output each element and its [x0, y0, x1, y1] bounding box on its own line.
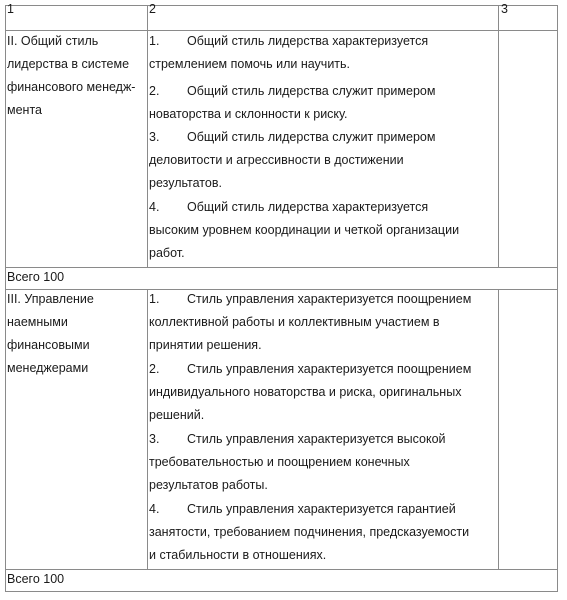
table-border-bottom: [5, 591, 558, 592]
leadership-style-table: [5, 2, 558, 592]
col2-divider: [498, 5, 499, 268]
item-text: Стиль управления характеризуется высокой: [187, 432, 446, 446]
header-cell-3: 3: [501, 2, 508, 16]
item-text: Стиль управления характеризуется поощрением: [187, 292, 472, 306]
item-number: 2.: [149, 362, 160, 376]
section3-item-4: [149, 498, 456, 521]
col1-divider: [147, 289, 148, 570]
item-number: 3.: [149, 130, 160, 144]
item-text: требовательностью и поощрением конечных: [149, 455, 410, 469]
col2-divider: [498, 289, 499, 570]
section3-title-line: III. Управление: [7, 292, 94, 306]
section2-item-1: [149, 30, 428, 53]
item-text: работ.: [149, 246, 185, 260]
item-text: высоким уровнем координации и четкой организации: [149, 223, 460, 237]
item-text: результатов работы.: [149, 478, 268, 492]
section3-item-1: [149, 288, 471, 311]
item-text: Общий стиль лидерства служит примером: [187, 130, 436, 144]
item-number: 3.: [149, 432, 160, 446]
item-text: принятии решения.: [149, 338, 262, 352]
section2-title-line: финансового менедж-: [7, 80, 136, 94]
table-border-right: [557, 5, 558, 592]
item-text: новаторства и склонности к риску.: [149, 107, 348, 121]
item-text: и стабильности в отношениях.: [149, 548, 327, 562]
section3-item-3: [149, 428, 446, 451]
col1-divider: [147, 5, 148, 268]
item-text: результатов.: [149, 176, 222, 190]
item-number: 4.: [149, 502, 160, 516]
section2-title-line: мента: [7, 103, 42, 117]
section3-item-2: [149, 358, 471, 381]
item-text: стремлением помочь или научить.: [149, 57, 351, 71]
section2-title-line: II. Общий стиль: [7, 34, 99, 48]
item-number: 4.: [149, 200, 160, 214]
item-text: Стиль управления характеризуется поощрением: [187, 362, 472, 376]
section3-title-line: наемными: [7, 315, 68, 329]
item-number: 1.: [149, 34, 160, 48]
table-border-top: [5, 5, 558, 6]
item-text: индивидуального новаторства и риска, оригинальных: [149, 385, 462, 399]
item-number: 1.: [149, 292, 160, 306]
table-border-left: [5, 5, 6, 592]
header-cell-1: 1: [7, 2, 14, 16]
item-text: Общий стиль лидерства служит примером: [187, 84, 436, 98]
section3-title-line: менеджерами: [7, 361, 89, 375]
item-text: Общий стиль лидерства характеризуется: [187, 34, 429, 48]
section3-total: Всего 100: [7, 572, 65, 586]
section3-title-line: финансовыми: [7, 338, 90, 352]
item-text: Стиль управления характеризуется гарантией: [187, 502, 456, 516]
item-text: решений.: [149, 408, 205, 422]
item-text: деловитости и агрессивности в достижении: [149, 153, 404, 167]
section2-item-2: [149, 80, 435, 103]
item-text: Общий стиль лидерства характеризуется: [187, 200, 429, 214]
section3-divider: [5, 569, 558, 570]
section2-divider: [5, 267, 558, 268]
section2-item-3: [149, 126, 435, 149]
item-text: коллективной работы и коллективным участием в: [149, 315, 440, 329]
item-number: 2.: [149, 84, 160, 98]
item-text: занятости, требованием подчинения, предсказуемости: [149, 525, 470, 539]
section2-item-4: [149, 196, 428, 219]
section2-total: Всего 100: [7, 270, 65, 284]
header-cell-2: 2: [149, 2, 156, 16]
section2-title-line: лидерства в системе: [7, 57, 130, 71]
